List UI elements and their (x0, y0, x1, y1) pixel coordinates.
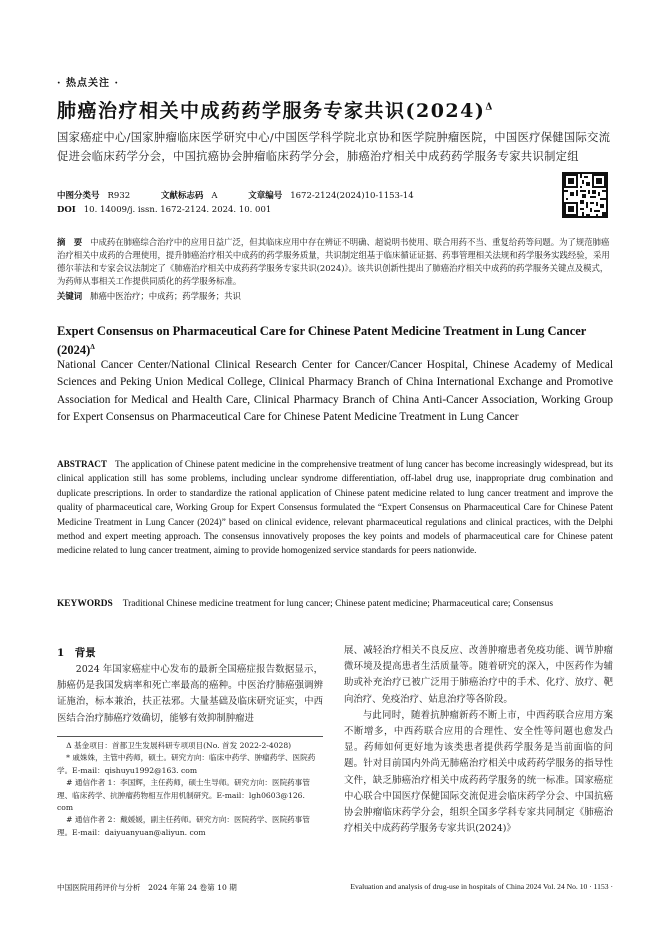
footer-journal-cn: 中国医院用药评价与分析 2024 年第 24 卷第 10 期 (57, 883, 237, 892)
article-meta (57, 189, 414, 217)
qr-code-icon[interactable] (562, 172, 608, 218)
section-1-title: 1 背景 (57, 647, 96, 659)
abstract-en-text: The application of Chinese patent medicine in the comprehensive treatment of lung cancer has become increasingly widespread, but its clinical application still has some problems, including unclear syndrome differentiation, off-label drug use, inappropriate drug combination and duplicate prescriptions. In order to standardize the rational application of Chinese patent medicine related to lung cancer treatment and improve the quality of pharmaceutical care, Working Group for Expert Consensus formulated the “Expert Consensus on Pharmaceutical Care for Chinese Patent Medicine Treatment in Lung Cancer (2024)” based on clinical evidence, relevant pharmaceutical regulations and clinical practices, with the Delphi method and expert meeting approach. The consensus innovatively proposes the key points and models of pharmaceutical care for Chinese patent medicine related to lung cancer treatment, aiming to provide homogenized service standards for peers nationwide. (57, 459, 613, 556)
footnotes (57, 740, 323, 839)
abstract-cn-label: 摘 要 (57, 237, 83, 247)
abstract-en-label: ABSTRACT (57, 459, 108, 469)
abstract-cn (57, 236, 613, 288)
doi-label: DOI (57, 205, 76, 215)
body-right-column (344, 643, 613, 837)
authors-cn: 国家癌症中心/国家肿瘤临床医学研究中心/中国医学科学院北京协和医学院肿瘤医院，中国医疗保健国际交流促进会临床药学分会，中国抗癌协会肿瘤临床药学分会，肺癌治疗相关中成药药学服务专家共识制定组 (57, 131, 611, 163)
keywords-cn-label: 关键词 (57, 291, 83, 301)
footnote-funding: Δ 基金项目：首都卫生发展科研专项项目(No. 首发 2022-2-4028) (66, 741, 292, 750)
footnote-divider (57, 736, 323, 737)
body-left-column (57, 662, 323, 727)
article-title-cn (57, 96, 494, 123)
title-en-mark: Δ (90, 343, 95, 351)
footnote-corresponding-2: # 通信作者 2：戴媛媛，副主任药师。研究方向：医院药学、医院药事管理。E-mail：daiyuanyuan@aliyun. com (57, 815, 310, 837)
article-title-en (57, 323, 613, 358)
keywords-en-text: Traditional Chinese medicine treatment for lung cancer; Chinese patent medicine; Pharmaceutical care; Consensus (122, 599, 553, 609)
doi-value: 10. 14009/j. issn. 1672-2124. 2024. 10. 001 (83, 205, 272, 215)
footer-journal-en: Evaluation and analysis of drug-use in hospitals of China 2024 Vol. 24 No. 10 · 1153 · (350, 882, 613, 891)
hot-topic-label: · 热点关注 · (57, 78, 119, 89)
abstract-en (57, 457, 613, 558)
article-no-value: 1672-2124(2024)10-1153-14 (290, 191, 414, 201)
keywords-en (57, 597, 613, 611)
clc-value: R932 (107, 191, 131, 201)
keywords-en-label: KEYWORDS (57, 599, 113, 609)
doc-value: A (211, 191, 218, 201)
body-paragraph: 与此同时，随着抗肿瘤新药不断上市，中西药联合应用方案不断增多，中西药联合应用的合理性、安全性等问题也愈发凸显。药师如何更好地为该类患者提供药学服务是当前面临的问题。针对目前国内外尚无肺癌治疗相关中成药药学服务的指导性文件，缺乏肺癌治疗相关中成药药学服务的统一标准。国家癌症中心联合中国医疗保健国际交流促进会临床药学分会、中国抗癌协会肿瘤临床药学分会，组织全国多学科专家共同制定《肺癌治疗相关中成药药学服务专家共识(2024)》 (344, 709, 613, 835)
footnote-corresponding-1: # 通信作者 1：李国辉，主任药师，硕士生导师。研究方向：医院药事管理、临床药学、抗肿瘤药物相互作用机制研究。E-mail：lgh0603@126. com (57, 778, 310, 813)
keywords-cn-text: 肺癌中医治疗；中成药；药学服务；共识 (90, 291, 241, 301)
keywords-cn (57, 290, 613, 303)
title-en-text: Expert Consensus on Pharmaceutical Care for Chinese Patent Medicine Treatment in Lung Cancer (2024) (57, 324, 587, 358)
authors-en: National Cancer Center/National Clinical Research Center for Cancer/Cancer Hospital, Chinese Academy of Medical Sciences and Peking Union Medical College, Clinical Pharmacy Branch of China International Exchange and Promotive Association for Medical and Health Care, Clinical Pharmacy Branch of China Anti-Cancer Association, Working Group for Expert Consensus on Pharmaceutical Care for Chinese Patent Medicine Treatment in Lung Cancer (57, 359, 613, 424)
footnote-author: * 戚姝姝，主管中药师，硕士。研究方向：临床中药学、肿瘤药学、医院药学。E-mail：qishuyu1992@163. com (57, 753, 316, 775)
doc-label: 文献标志码 (160, 191, 204, 201)
title-mark: Δ (485, 102, 494, 113)
abstract-cn-text: 中成药在肺癌综合治疗中的应用日益广泛，但其临床应用中存在辨证不明确、超说明书使用、联合用药不当、重复给药等问题。为了规范肺癌治疗相关中成药的合理使用，提升肺癌治疗相关中成药的药学服务质量，共识制定组基于临床循证证据、药事管理相关法规和药学服务实践经验，采用德尔菲法和专家会议法制定了《肺癌治疗相关中成药药学服务专家共识(2024)》。该共识创新性提出了肺癌治疗相关中成药的药学服务关键点及模式，为药师从事相关工作提供同质化的药学服务标准。 (57, 237, 610, 286)
body-paragraph: 展、减轻治疗相关不良反应、改善肿瘤患者免疫功能、调节肿瘤微环境及提高患者生活质量等。随着研究的深入，中医药作为辅助或补充治疗已被广泛用于肺癌治疗中的手术、化疗、放疗、靶向治疗、免疫治疗、姑息治疗等各阶段。 (344, 645, 613, 705)
clc-label: 中图分类号 (57, 191, 100, 201)
title-cn-text: 肺癌治疗相关中成药药学服务专家共识(2024) (57, 100, 486, 122)
body-paragraph: 2024 年国家癌症中心发布的最新全国癌症报告数据显示，肺癌仍是我国发病率和死亡率最高的癌种。中医治疗肺癌强调辨证施治，标本兼治，扶正祛邪。大量基础及临床研究证实，中西医结合治疗肺癌疗效确切，能够有效抑制肿瘤进 (57, 664, 323, 724)
article-no-label: 文章编号 (248, 191, 283, 201)
